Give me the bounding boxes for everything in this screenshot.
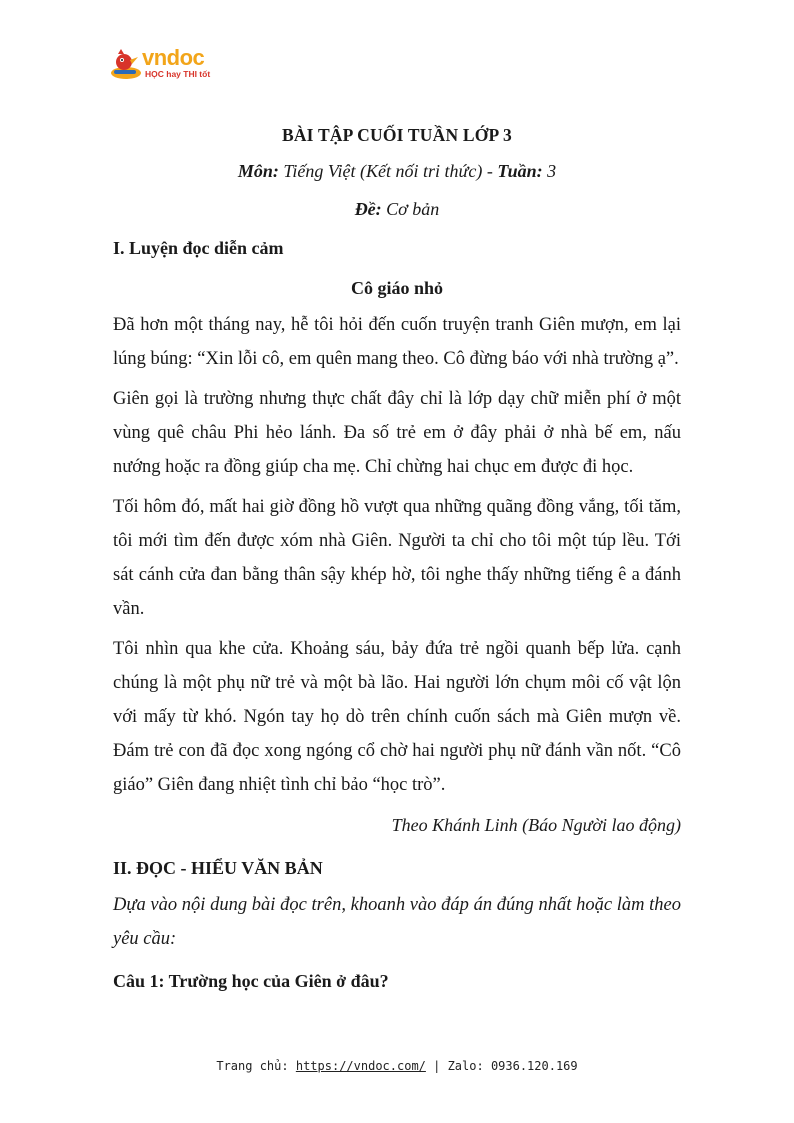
footer-zalo-label: Zalo: [447, 1059, 491, 1073]
footer-home-label: Trang chủ: [216, 1059, 296, 1073]
section-2-heading: II. ĐỌC - HIỂU VĂN BẢN [113, 858, 323, 878]
level-line [113, 190, 681, 228]
story-paragraph: Tối hôm đó, mất hai giờ đồng hồ vượt qua những quãng đồng vắng, tối tăm, tôi mới tìm đến được xóm nhà Giên. Người ta chỉ cho tôi một túp lều. Tới sát cánh cửa đan bằng thân sậy khép hờ, tôi nghe thấy những tiếng ê a đánh vần. [113, 497, 681, 619]
week-value: 3 [542, 161, 557, 181]
instruction-text: Dựa vào nội dung bài đọc trên, khoanh vào đáp án đúng nhất hoặc làm theo yêu cầu: [113, 895, 681, 949]
level-label: Đề: [354, 199, 382, 219]
subject-line [113, 152, 681, 190]
subject-value: Tiếng Việt (Kết nối tri thức) - [278, 161, 498, 181]
mascot-icon [109, 48, 143, 80]
document-title: BÀI TẬP CUỐI TUẦN LỚP 3 [281, 125, 513, 145]
story-paragraph: Đã hơn một tháng nay, hễ tôi hỏi đến cuốn truyện tranh Giên mượn, em lại lúng búng: “Xin lỗi cô, em quên mang theo. Cô đừng báo với nhà trường ạ”. [113, 315, 681, 369]
page-footer [0, 1059, 794, 1073]
story-paragraph: Tôi nhìn qua khe cửa. Khoảng sáu, bảy đứa trẻ ngồi quanh bếp lửa. cạnh chúng là một phụ nữ trẻ và một bà lão. Hai người lớn chụm môi cố vật lộn với mấy từ khó. Ngón tay họ dò trên chính cuốn sách mà Giên mượn về. Đám trẻ con đã đọc xong ngóng cổ chờ hai người phụ nữ đánh vần nốt. “Cô giáo” Giên đang nhiệt tình chỉ bảo “học trò”. [113, 639, 681, 795]
subject-label: Môn: [237, 161, 279, 181]
question-1: Câu 1: Trường học của Giên ở đâu? [113, 971, 389, 991]
logo-slogan: HỌC hay THI tốt [145, 69, 211, 79]
vndoc-logo [109, 46, 229, 82]
footer-home-link[interactable]: https://vndoc.com/ [295, 1059, 426, 1073]
story-title: Cô giáo nhỏ [350, 278, 444, 298]
story-paragraph: Giên gọi là trường nhưng thực chất đây chỉ là lớp dạy chữ miễn phí ở một vùng quê châu Phi hẻo lánh. Đa số trẻ em ở đây phải ở nhà bế em, nấu nướng hoặc ra đồng giúp cha mẹ. Chỉ chừng hai chục em được đi học. [113, 389, 681, 477]
footer-zalo-number: 0936.120.169 [490, 1059, 578, 1073]
level-value: Cơ bản [381, 199, 440, 219]
story-source: Theo Khánh Linh (Báo Người lao động) [391, 815, 681, 835]
document-page [113, 118, 681, 1000]
section-1-heading: I. Luyện đọc diễn cảm [113, 238, 284, 258]
logo-brand-text: vndoc [142, 45, 205, 70]
footer-separator: | [425, 1059, 448, 1073]
week-label: Tuần: [497, 161, 543, 181]
